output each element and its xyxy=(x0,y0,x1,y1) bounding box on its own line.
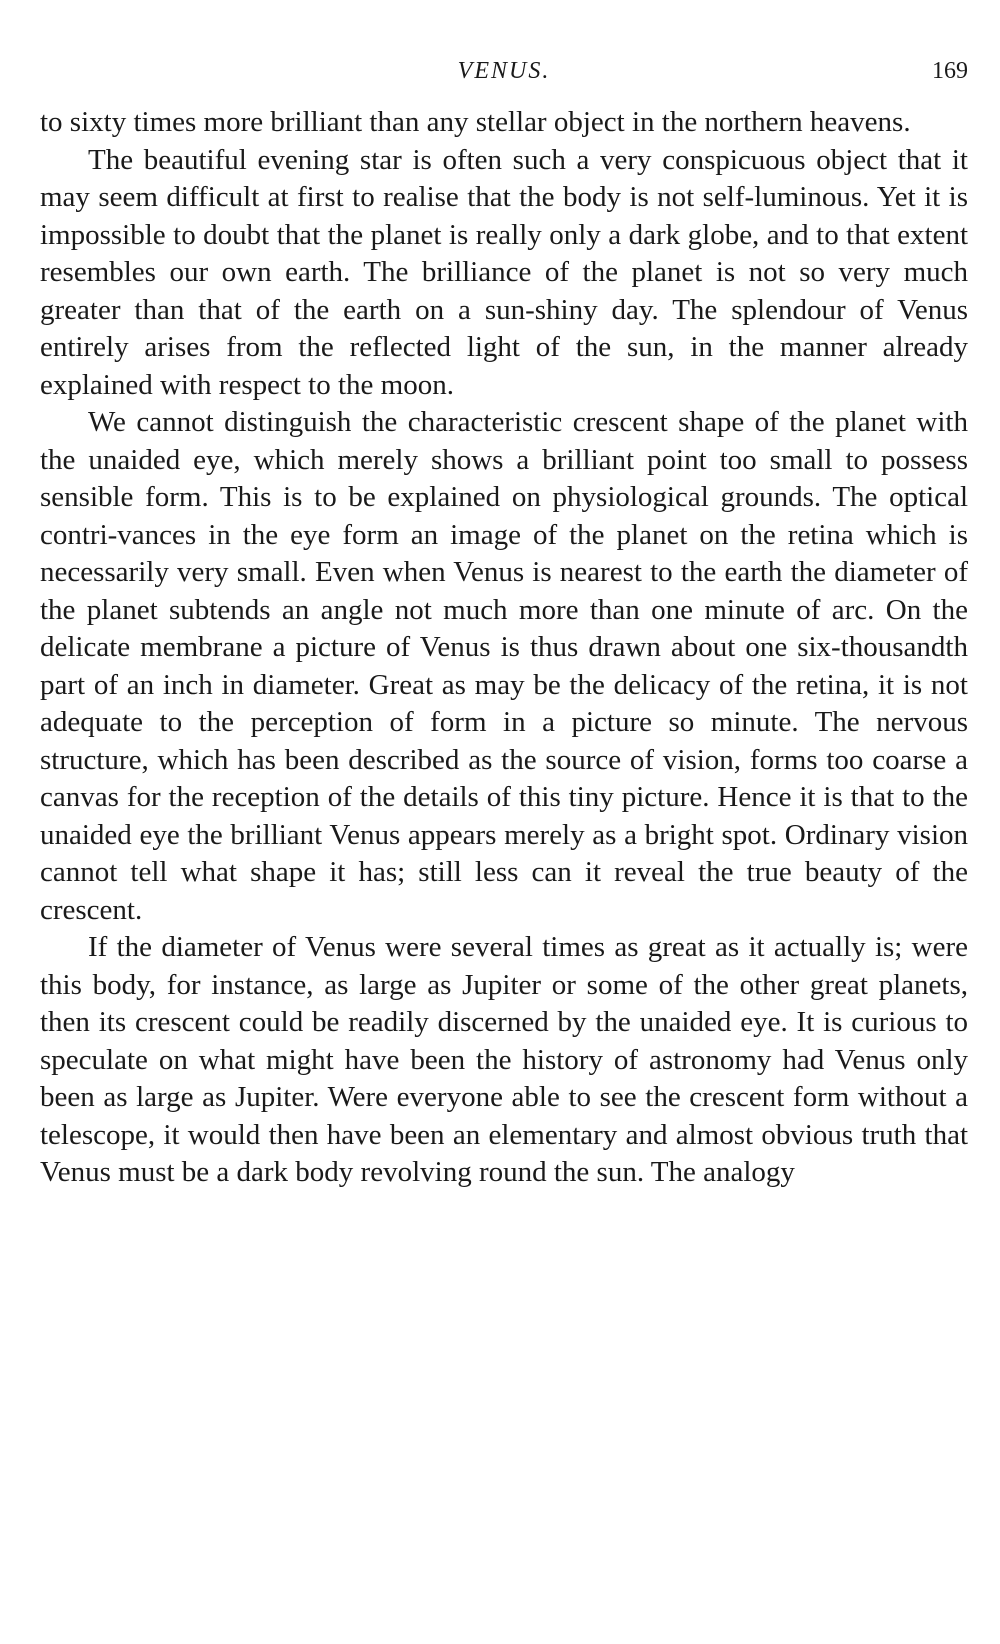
body-text xyxy=(40,104,968,1192)
paragraph-crescent-shape: We cannot distinguish the characteristic crescent shape of the planet with the unaided eye, which merely shows a brilliant point too small to possess sensible form. This is to be explained on physiological grounds. The optical contri-vances in the eye form an image of the planet on the retina which is necessarily very small. Even when Venus is nearest to the earth the diameter of the planet subtends an angle not much more than one minute of arc. On the delicate membrane a picture of Venus is thus drawn about one six-thousandth part of an inch in diameter. Great as may be the delicacy of the retina, it is not adequate to the perception of form in a picture so minute. The nervous structure, which has been described as the source of vision, forms too coarse a canvas for the reception of the details of this tiny picture. Hence it is that to the unaided eye the brilliant Venus appears merely as a bright spot. Ordinary vision cannot tell what shape it has; still less can it reveal the true beauty of the crescent. xyxy=(40,406,968,926)
paragraph-evening-star: The beautiful evening star is often such a very conspicuous object that it may seem difficult at first to realise that the body is not self-luminous. Yet it is impossible to doubt that the planet is really only a dark globe, and to that extent resembles our own earth. The brilliance of the planet is not so very much greater than that of the earth on a sun-shiny day. The splendour of Venus entirely arises from the reflected light of the sun, in the manner already explained with respect to the moon. xyxy=(40,143,968,401)
paragraph-diameter-speculation: If the diameter of Venus were several times as great as it actually is; were this body, for instance, as large as Jupiter or some of the other great planets, then its crescent could be readily discerned by the unaided eye. It is curious to speculate on what might have been the history of astronomy had Venus only been as large as Jupiter. Were everyone able to see the crescent form without a telescope, it would then have been an elementary and almost obvious truth that Venus must be a dark body revolving round the sun. The analogy xyxy=(40,931,968,1188)
running-header xyxy=(40,52,968,92)
page-number: 169 xyxy=(932,58,968,84)
running-title: VENUS. xyxy=(457,58,551,84)
book-page xyxy=(40,52,968,1192)
paragraph-continuation: to sixty times more brilliant than any stellar object in the northern heavens. xyxy=(40,106,911,138)
